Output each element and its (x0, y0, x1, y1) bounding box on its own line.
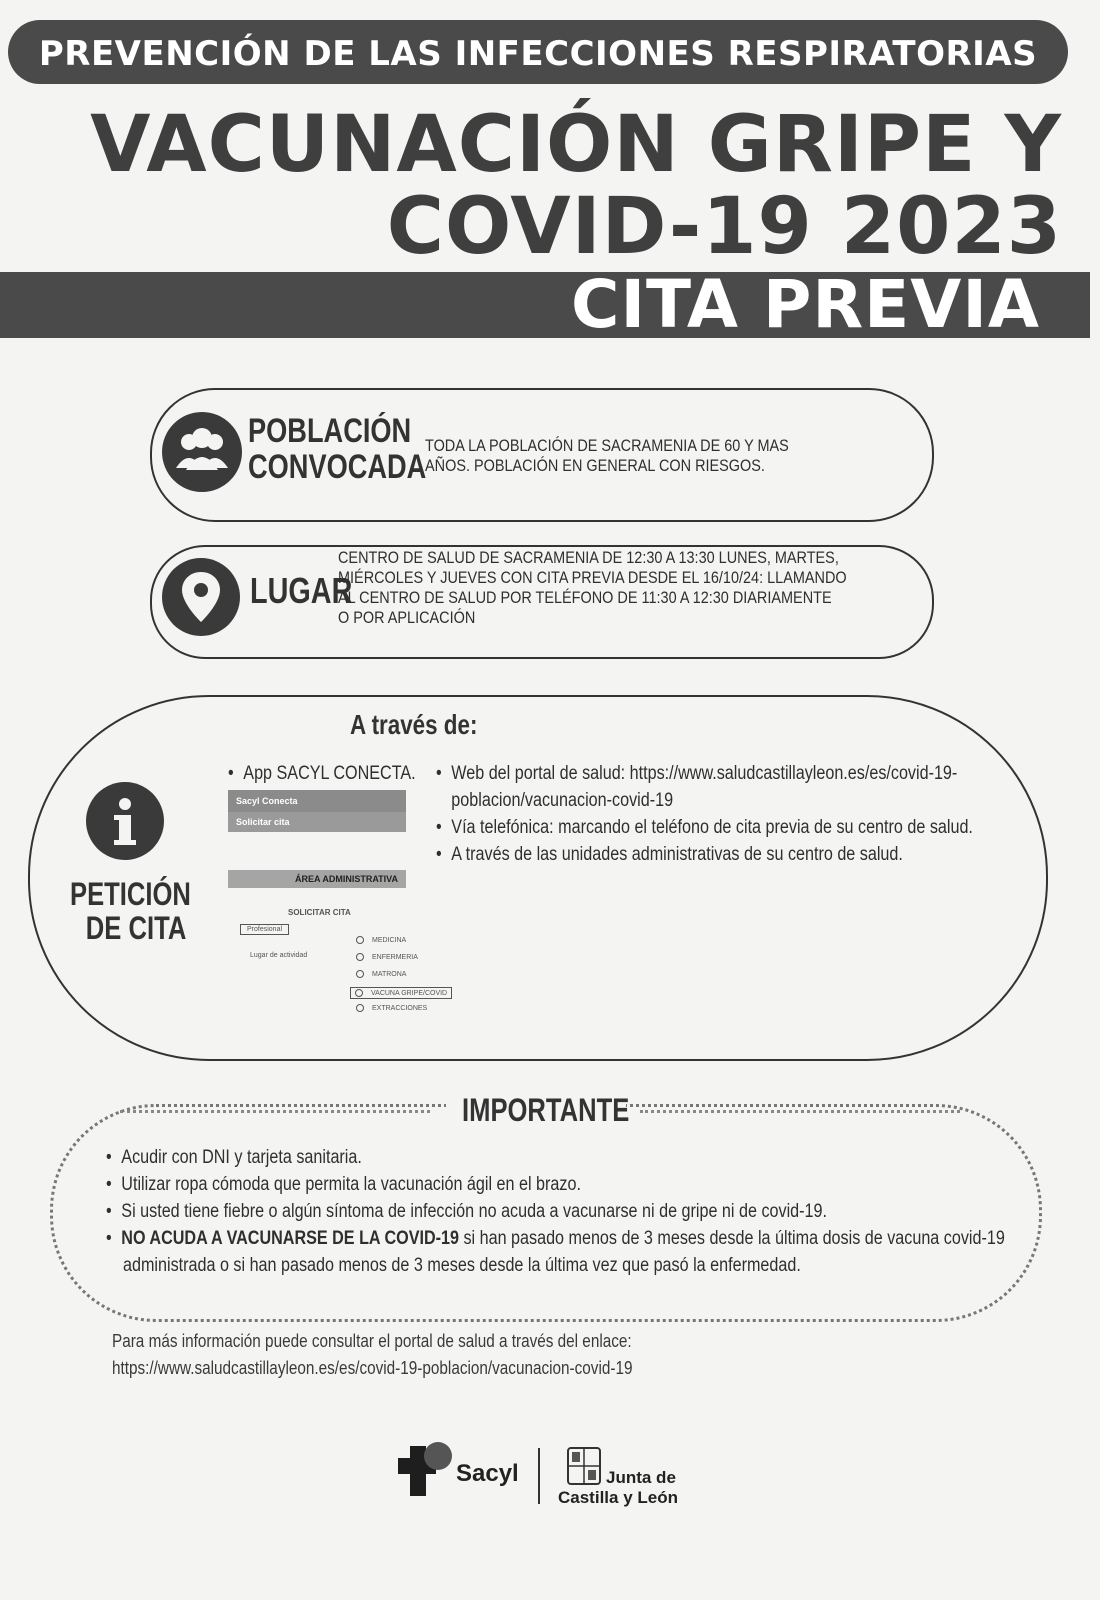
peticion-bullet-list (436, 760, 1068, 868)
peticion-label (70, 878, 191, 945)
app-bar-title: Sacyl Conecta (228, 790, 406, 812)
app-bullet: • App SACYL CONECTA. (228, 760, 416, 787)
app-bullet-list (228, 760, 449, 787)
junta-line1: Junta de (606, 1468, 676, 1487)
importante-heading: IMPORTANTE (462, 1092, 630, 1128)
importante-item-4 (106, 1225, 1005, 1279)
administrativas-bullet: • A través de las unidades administrativas de su centro de salud. (436, 841, 973, 868)
sacyl-cross-icon (398, 1440, 458, 1500)
location-pin-icon (162, 558, 240, 636)
web-line1: Web del portal de salud: https://www.saludcastillayleon.es/es/covid-19- (451, 763, 958, 784)
poblacion-text-line2: AÑOS. POBLACIÓN EN GENERAL CON RIESGOS. (425, 456, 765, 475)
app-option-enfermeria: ENFERMERIA (356, 953, 418, 961)
poblacion-label (248, 414, 426, 485)
junta-line2: Castilla y León (558, 1488, 678, 1507)
app-profesional: Profesional (240, 924, 289, 935)
app-screenshot (228, 790, 448, 1020)
poblacion-text (425, 436, 789, 476)
importante-rule-right (640, 1110, 960, 1116)
poblacion-label-line1: POBLACIÓN (248, 412, 412, 450)
app-option-medicina: MEDICINA (356, 936, 406, 944)
coat-of-arms-icon (566, 1446, 602, 1486)
importante-list (106, 1144, 1100, 1279)
web-line2: poblacion/vacunacion-covid-19 (451, 790, 674, 811)
junta-logo (558, 1446, 678, 1507)
importante-item-3: • Si usted tiene fiebre o algún síntoma de infección no acuda a vacunarse ni de gripe ni de covid-19. (106, 1198, 1005, 1225)
poblacion-text-line1: TODA LA POBLACIÓN DE SACRAMENIA DE 60 Y MAS (425, 436, 789, 455)
app-lugar: Lugar de actividad (250, 952, 308, 959)
importante-item-1: • Acudir con DNI y tarjeta sanitaria. (106, 1144, 1005, 1171)
group-people-icon (162, 412, 242, 492)
peticion-label-line2: DE CITA (85, 909, 187, 946)
lugar-text-line1: CENTRO DE SALUD DE SACRAMENIA DE 12:30 A 13:30 LUNES, MARTES, (338, 548, 839, 567)
app-solicitar: Solicitar cita (228, 812, 406, 832)
importante-item-4-bold: NO ACUDA A VACUNARSE DE LA COVID-19 (121, 1228, 459, 1249)
app-option-matrona: MATRONA (356, 970, 406, 978)
importante-item-4-rest: si han pasado menos de 3 meses desde la última dosis de vacuna covid-19 (458, 1228, 1005, 1249)
web-bullet (436, 760, 973, 814)
footer-note (112, 1328, 632, 1382)
header-subtitle: PREVENCIÓN DE LAS INFECCIONES RESPIRATORIAS (38, 34, 1038, 74)
footer-note-link[interactable]: https://www.saludcastillayleon.es/es/covid-19-poblacion/vacunacion-covid-19 (112, 1358, 633, 1378)
cita-previa-title: CITA PREVIA (571, 266, 1040, 343)
importante-rule-left (120, 1110, 430, 1116)
importante-item-4-line2: administrada o si han pasado menos de 3 meses desde la última vez que pasó la enfermedad. (123, 1255, 801, 1276)
logo-divider (538, 1448, 540, 1504)
app-area: ÁREA ADMINISTRATIVA (228, 870, 406, 888)
lugar-text-line2: MIÉRCOLES Y JUEVES CON CITA PREVIA DESDE EL 16/10/24: LLAMANDO (338, 568, 847, 587)
telefonica-bullet: • Vía telefónica: marcando el teléfono de cita previa de su centro de salud. (436, 814, 973, 841)
lugar-text (338, 548, 847, 628)
app-option-vacuna: VACUNA GRIPE/COVID (350, 987, 452, 999)
cita-previa-band (0, 266, 1090, 343)
lugar-text-line3: AL CENTRO DE SALUD POR TELÉFONO DE 11:30 A 12:30 DIARIAMENTE (338, 588, 832, 607)
sacyl-wordmark: Sacyl (456, 1460, 519, 1487)
lugar-text-line4: O POR APLICACIÓN (338, 608, 476, 627)
peticion-heading: A través de: (350, 709, 478, 740)
title-line-2: COVID-19 2023 (386, 182, 1062, 272)
info-icon (86, 782, 164, 860)
poblacion-label-line2: CONVOCADA (248, 447, 427, 486)
title-line-1: VACUNACIÓN GRIPE Y (90, 100, 1062, 190)
importante-item-2: • Utilizar ropa cómoda que permita la vacunación ágil en el brazo. (106, 1171, 1005, 1198)
footer-note-line1: Para más información puede consultar el portal de salud a través del enlace: (112, 1331, 632, 1351)
app-form-title: SOLICITAR CITA (288, 908, 351, 917)
sacyl-logo (398, 1440, 519, 1505)
lugar-label: LUGAR (250, 570, 353, 611)
header-pill (8, 20, 1068, 84)
app-option-extracciones: EXTRACCIONES (356, 1004, 427, 1012)
peticion-label-line1: PETICIÓN (70, 876, 191, 912)
